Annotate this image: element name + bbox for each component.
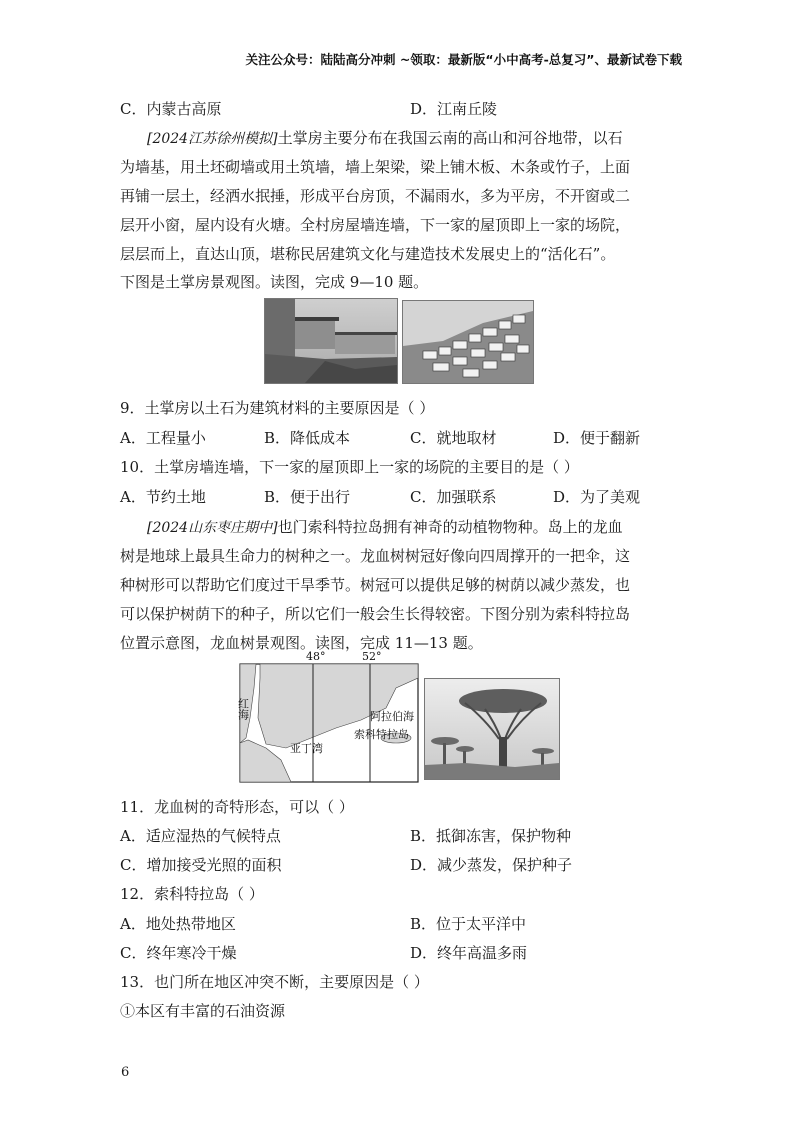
- tuzhangfang-photo-left: [264, 298, 398, 384]
- q10-option-c: C．加强联系: [410, 488, 497, 506]
- q9-option-b: B．降低成本: [264, 429, 351, 447]
- q9-stem: 9．土掌房以土石为建筑材料的主要原因是（ ）: [120, 399, 435, 417]
- page-number: 6: [121, 1065, 130, 1080]
- q9-option-c: C．就地取材: [410, 429, 497, 447]
- q11-option-b: B．抵御冻害，保护物种: [410, 827, 572, 845]
- map-label-socotra: 索科特拉岛: [354, 728, 409, 741]
- passage2-line-1: [147, 517, 623, 538]
- q11-stem: 11．龙血树的奇特形态，可以（ ）: [120, 798, 354, 816]
- passage1-line-5: 层层而上，直达山顶，堪称民居建筑文化与建造技术发展史上的“活化石”。: [120, 245, 616, 263]
- q11-option-a: A．适应湿热的气候特点: [120, 827, 281, 845]
- q13-item-1: ①本区有丰富的石油资源: [120, 1002, 286, 1020]
- tuzhangfang-photo-right: [402, 300, 534, 384]
- passage1-line-1: [147, 128, 623, 149]
- passage2-line-4: 可以保护树荫下的种子，所以它们一般会生长得较密。下图分别为索科特拉岛: [120, 605, 631, 623]
- q11-option-c: C．增加接受光照的面积: [120, 856, 282, 874]
- q11-option-d: D．减少蒸发，保护种子: [410, 856, 573, 874]
- page-header: 关注公众号：陆陆高分冲刺 ~领取：最新版“小中高考-总复习”、最新试卷下载: [245, 52, 682, 67]
- prev-option-c: C．内蒙古高原: [120, 100, 222, 118]
- q10-option-d: D．为了美观: [553, 488, 641, 506]
- prev-option-d: D．江南丘陵: [410, 100, 498, 118]
- passage1-line-6: 下图是土掌房景观图。读图，完成 9—10 题。: [120, 273, 429, 291]
- map-label-arabian-sea: 阿拉伯海: [370, 710, 414, 723]
- q10-stem: 10．土掌房墙连墙，下一家的屋顶即上一家的场院的主要目的是（ ）: [120, 458, 579, 476]
- q13-stem: 13．也门所在地区冲突不断，主要原因是（ ）: [120, 973, 429, 991]
- map-label-red-sea: 红海: [236, 698, 250, 720]
- q10-option-b: B．便于出行: [264, 488, 351, 506]
- map-label-gulf-aden: 亚丁湾: [290, 742, 323, 755]
- passage2-source: [2024山东枣庄期中]: [147, 520, 278, 536]
- passage2-line-3: 种树形可以帮助它们度过干旱季节。树冠可以提供足够的树荫以减少蒸发，也: [120, 576, 631, 594]
- passage1-source: [2024江苏徐州模拟]: [147, 131, 278, 147]
- dragon-blood-tree-photo: [424, 678, 560, 780]
- map-lon-52: 52°: [362, 650, 382, 663]
- passage1-line-2: 为墙基，用土坯砌墙或用土筑墙，墙上架梁，梁上铺木板、木条或竹子，上面: [120, 158, 631, 176]
- passage2-line-2: 树是地球上最具生命力的树种之一。龙血树树冠好像向四周撑开的一把伞，这: [120, 547, 631, 565]
- map-lon-48: 48°: [306, 650, 326, 663]
- q12-option-a: A．地处热带地区: [120, 915, 236, 933]
- socotra-location-map: [236, 648, 422, 784]
- passage1-text-1: 土掌房主要分布在我国云南的高山和河谷地带，以石: [277, 129, 623, 147]
- q12-option-b: B．位于太平洋中: [410, 915, 527, 933]
- passage1-line-4: 层开小窗，屋内设有火塘。全村房屋墙连墙，下一家的屋顶即上一家的场院，: [120, 216, 631, 234]
- passage2-line-5: 位置示意图，龙血树景观图。读图，完成 11—13 题。: [120, 634, 483, 652]
- passage2-text-1: 也门索科特拉岛拥有神奇的动植物物种。岛上的龙血: [277, 518, 623, 536]
- q12-option-c: C．终年寒冷干燥: [120, 944, 237, 962]
- q10-option-a: A．节约土地: [120, 488, 206, 506]
- q12-option-d: D．终年高温多雨: [410, 944, 528, 962]
- q9-option-d: D．便于翻新: [553, 429, 641, 447]
- q9-option-a: A．工程量小: [120, 429, 206, 447]
- passage1-line-3: 再铺一层土，经洒水抿捶，形成平台房顶，不漏雨水，多为平房，不开窗或二: [120, 187, 631, 205]
- q12-stem: 12．索科特拉岛（ ）: [120, 885, 264, 903]
